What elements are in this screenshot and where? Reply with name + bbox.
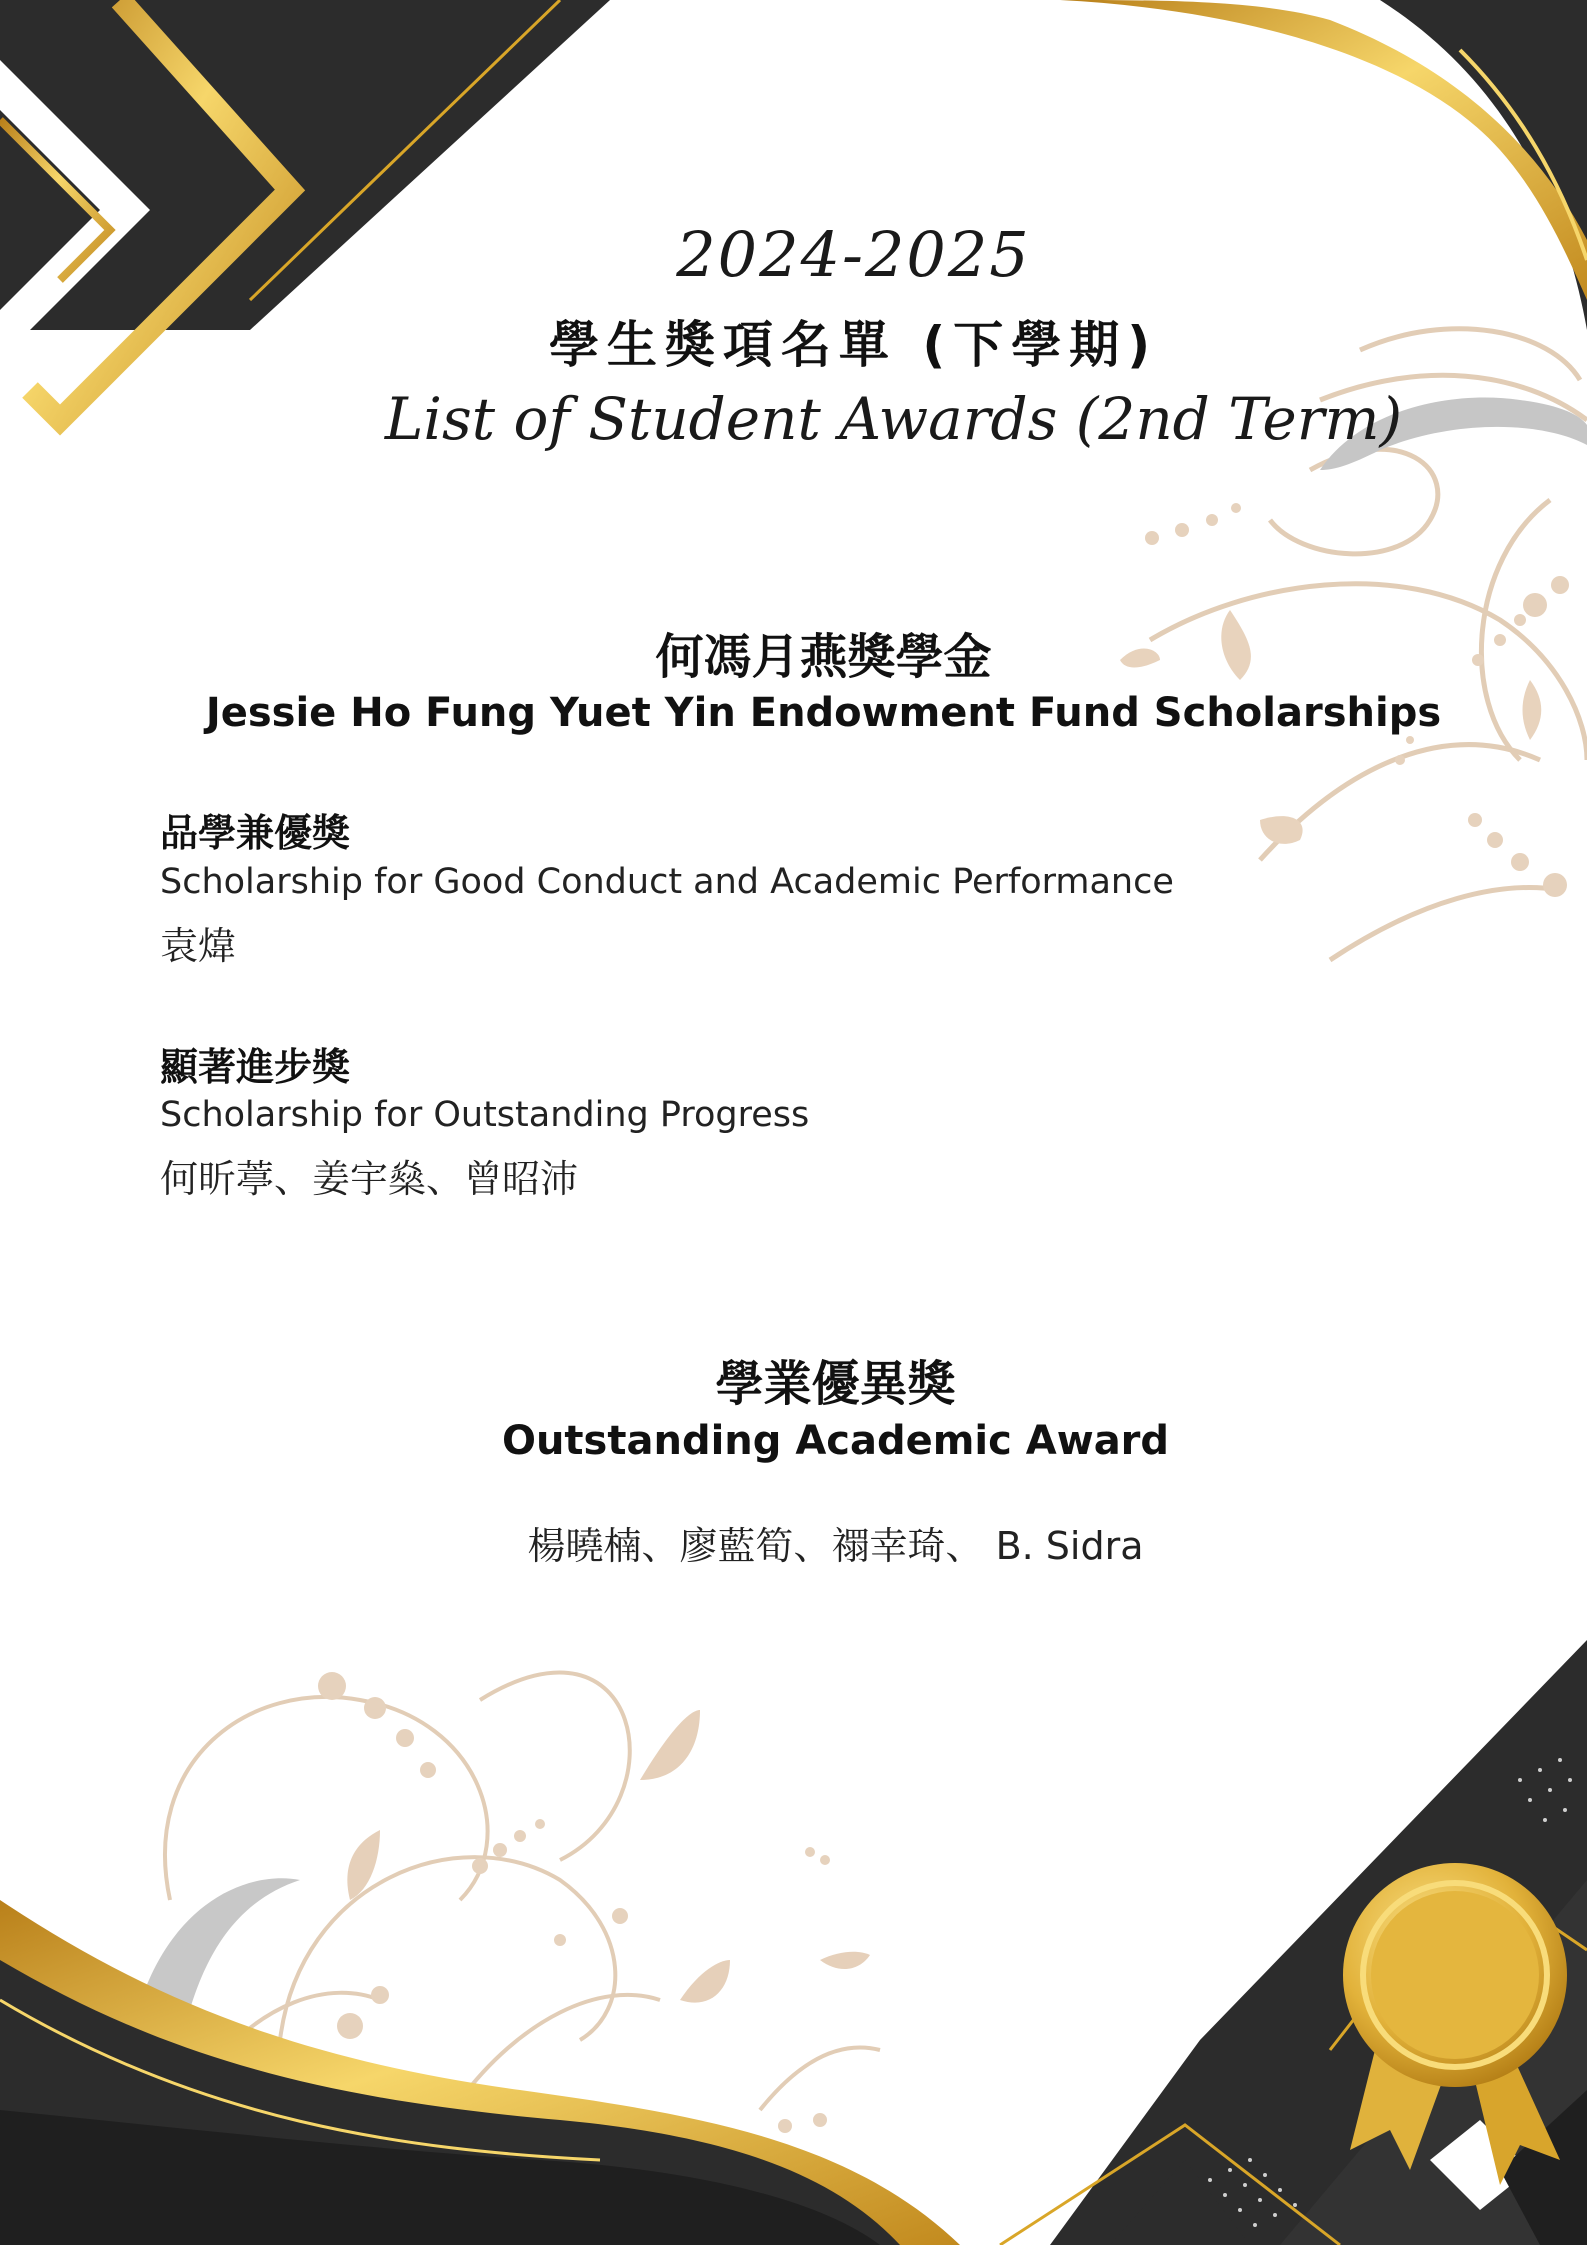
title-english: List of Student Awards (2nd Term) bbox=[384, 385, 1403, 453]
award-good-conduct-title-english: Scholarship for Good Conduct and Academic Performance bbox=[160, 862, 1174, 902]
academic-award-recipients: 楊曉楠、廖藍筍、禤幸琦、 B. Sidra bbox=[527, 1524, 1144, 1568]
award-progress-recipients: 何昕葶、姜宇燊、曾昭沛 bbox=[160, 1157, 579, 1201]
bottom-left-dots-decoration bbox=[318, 1672, 830, 2133]
bottom-left-leaf-decoration bbox=[200, 1710, 870, 2048]
scholarship-title-english: Jessie Ho Fung Yuet Yin Endowment Fund Scholarships bbox=[205, 690, 1442, 736]
academic-award-title-english: Outstanding Academic Award bbox=[501, 1418, 1170, 1464]
award-good-conduct-recipients: 袁煒 bbox=[160, 924, 237, 968]
academic-award-title-chinese: 學業優異獎 bbox=[715, 1356, 956, 1412]
scholarship-title-chinese: 何馮月燕獎學金 bbox=[655, 629, 992, 685]
title-chinese: 學生獎項名單 (下學期) bbox=[548, 316, 1159, 374]
award-progress-title-chinese: 顯著進步獎 bbox=[160, 1045, 351, 1089]
award-good-conduct-title-chinese: 品學兼優獎 bbox=[160, 811, 351, 855]
year-heading: 2024-2025 bbox=[676, 218, 1031, 291]
award-progress-title-english: Scholarship for Outstanding Progress bbox=[160, 1095, 810, 1135]
